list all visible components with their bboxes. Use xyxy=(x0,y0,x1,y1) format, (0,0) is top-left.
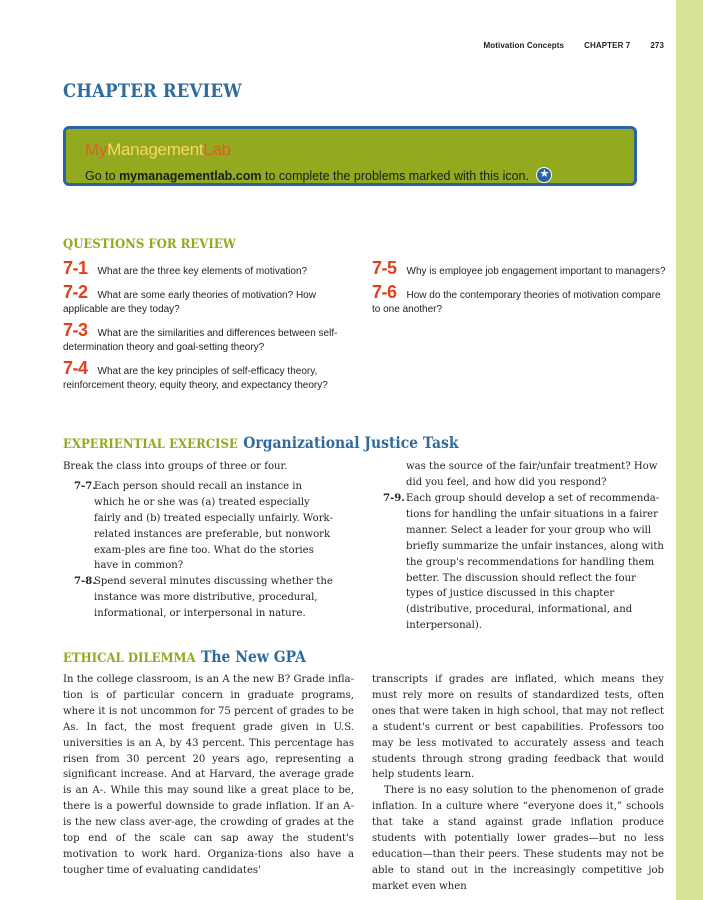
question-item: 7-3 What are the similarities and differences between self-determination theory and goal-setting theory? xyxy=(63,320,338,353)
ethical-heading: ETHICAL DILEMMA The New GPA xyxy=(63,647,306,666)
star-icon xyxy=(536,167,552,183)
questions-right-column xyxy=(372,258,666,323)
questions-heading: QUESTIONS FOR REVIEW xyxy=(63,237,236,252)
mml-link[interactable]: mymanagementlab.com xyxy=(119,169,262,183)
ethical-right-column xyxy=(372,672,664,895)
question-item: 7-2 What are some early theories of motivation? How applicable are they today? xyxy=(63,282,316,315)
running-head-section: Motivation Concepts xyxy=(483,41,565,50)
page-edge-bar xyxy=(676,0,703,900)
experiential-left-column xyxy=(63,459,335,622)
exercise-item: 7-8. Spend several minutes discussing whether the instance was more distributive, procedural, informational, or interpersonal in nature. xyxy=(74,576,333,620)
question-item: 7-4 What are the key principles of self-efficacy theory, reinforcement theory, equity theory, and expectancy theory? xyxy=(63,358,328,391)
running-head-chapter: CHAPTER 7 xyxy=(584,41,631,50)
mml-logo: MyManagementLab xyxy=(85,140,231,159)
running-head xyxy=(440,41,664,50)
questions-left-column xyxy=(63,258,359,399)
question-item: 7-6 How do the contemporary theories of motivation compare to one another? xyxy=(372,282,661,315)
chapter-title: CHAPTER REVIEW xyxy=(63,80,242,102)
ethical-subtitle: The New GPA xyxy=(200,647,306,666)
mml-instruction: Go to mymanagementlab.com to complete the problems marked with this icon. ★ xyxy=(85,167,552,183)
mymanagementlab-banner xyxy=(63,126,637,186)
experiential-heading: EXPERIENTIAL EXERCISE Organizational Justice Task xyxy=(63,433,459,452)
ethical-left-column: In the college classroom, is an A the new B? Grade infla-tion is of particular concern in graduate programs, where it is not uncommon for 75 percent of grades to be As. In fact, the most frequent grade given in U.S. universities is an A, by 43 percent. This percentage has risen from 30 percent 20 years ago, representing a significant increase. And at Harvard, the average grade is an A-. While this may sound like a great place to be, there is a powerful downside to grade inflation. If an A- is the new class aver-age, the crowding of grades at the top end of the scale can sap away the student's motivation to work hard. Organiza-tions also have a tougher time of evaluating candidates' xyxy=(63,674,354,876)
ethical-paragraph: transcripts if grades are inflated, which means they must rely more on results of standardized tests, often ones that were taken in high school, that may not reflect a student's current or best capabilities. Professors too may be less motivated to accurately assess and teach students through strong grading feedback that would help students learn. xyxy=(372,674,664,781)
experiential-intro: Break the class into groups of three or four. xyxy=(63,461,288,472)
question-item: 7-1 What are the three key elements of motivation? xyxy=(63,258,308,278)
ethical-paragraph: There is no easy solution to the phenomenon of grade inflation. In a culture where “everyone does it,” schools that take a stand against grade inflation produce students with potentially lower grades—but no less education—than their peers. These students may not be able to stand out in the increasingly competitive job market even when xyxy=(372,785,664,892)
question-item: 7-5 Why is employee job engagement important to managers? xyxy=(372,258,666,278)
experiential-right-column xyxy=(372,459,666,634)
exercise-item: 7-9. Each group should develop a set of recommenda-tions for handling the unfair situations in a fairer manner. Select a leader for your group who will briefly summarize the unfair instances, along with the group's recommendations for handling them better. The discussion should reflect the four types of justice discussed in this chapter (distributive, procedural, informational, and interpersonal). xyxy=(383,493,664,632)
exercise-item: 7-7. Each person should recall an instance in which he or she was (a) treated especially fairly and (b) treated especially unfairly. Work-related instances are preferable, but nonwork exam-ples are fine too. What do the stories have in common? xyxy=(74,480,333,572)
experiential-subtitle: Organizational Justice Task xyxy=(243,433,459,452)
exercise-item-continued: was the source of the fair/unfair treatment? How did you feel, and how did you respond? xyxy=(406,461,658,488)
page-number: 273 xyxy=(650,41,664,50)
